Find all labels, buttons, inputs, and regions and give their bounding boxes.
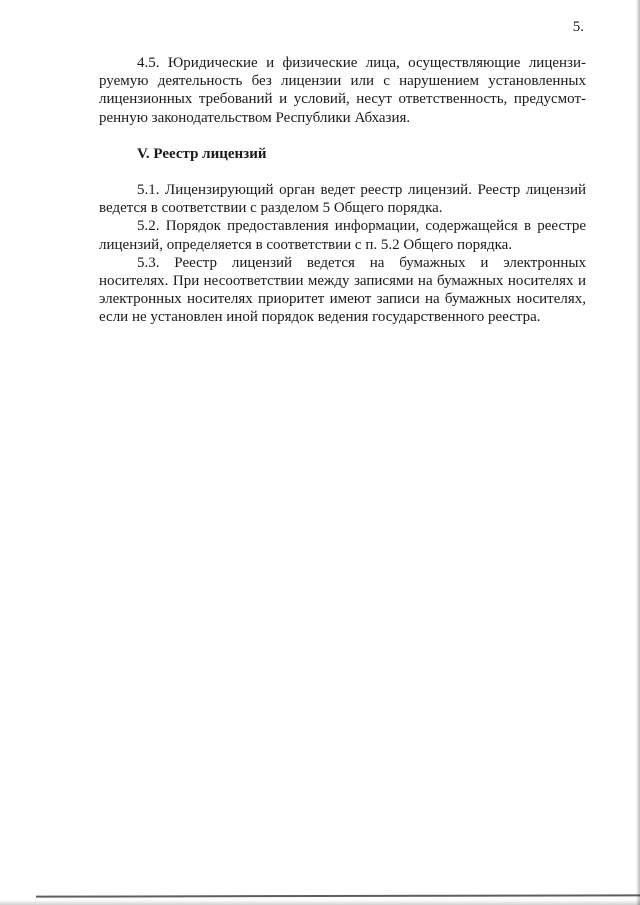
text-line: 5.1. Лицензирующий орган ведет реестр лицензий. Реестр лицензий (137, 182, 586, 199)
scan-artifact-bottom-edge (36, 894, 640, 897)
text-line: 5.2. Порядок предоставления информации, содержащейся в реестре (137, 218, 586, 235)
text-line: 4.5. Юридические и физические лица, осуществляющие лицензи- (137, 55, 586, 71)
text-line: ведется в соответствии с разделом 5 Общего порядка. (99, 200, 443, 217)
text-line: руемую деятельность без лицензии или с нарушением установленных (99, 73, 586, 90)
paragraph-5-2 (99, 217, 586, 253)
page-number: 5. (572, 19, 584, 35)
paragraph-4-5 (99, 54, 586, 127)
text-line: носителях. При несоответствии между записями на бумажных носителях и (99, 273, 586, 290)
text-line: электронных носителях приоритет имеют записи на бумажных носителях, (99, 291, 586, 308)
text-line: 5.3. Реестр лицензий ведется на бумажных и электронных (137, 254, 586, 271)
paragraph-5-3 (99, 254, 586, 327)
scan-artifact-right-edge (636, 0, 640, 905)
text-line: ренную законодательством Республики Абхазия. (99, 109, 411, 126)
paragraph-5-1 (99, 181, 586, 217)
text-line: лицензионных требований и условий, несут ответственность, предусмот- (99, 91, 586, 108)
text-line: если не установлен иной порядок ведения государственного реестра. (99, 309, 541, 326)
scan-artifact-bottom-shadow (0, 900, 640, 905)
section-heading: V. Реестр лицензий (137, 145, 267, 162)
text-line: лицензий, определяется в соответствии с п. 5.2 Общего порядка. (99, 236, 513, 253)
document-content (99, 54, 586, 327)
